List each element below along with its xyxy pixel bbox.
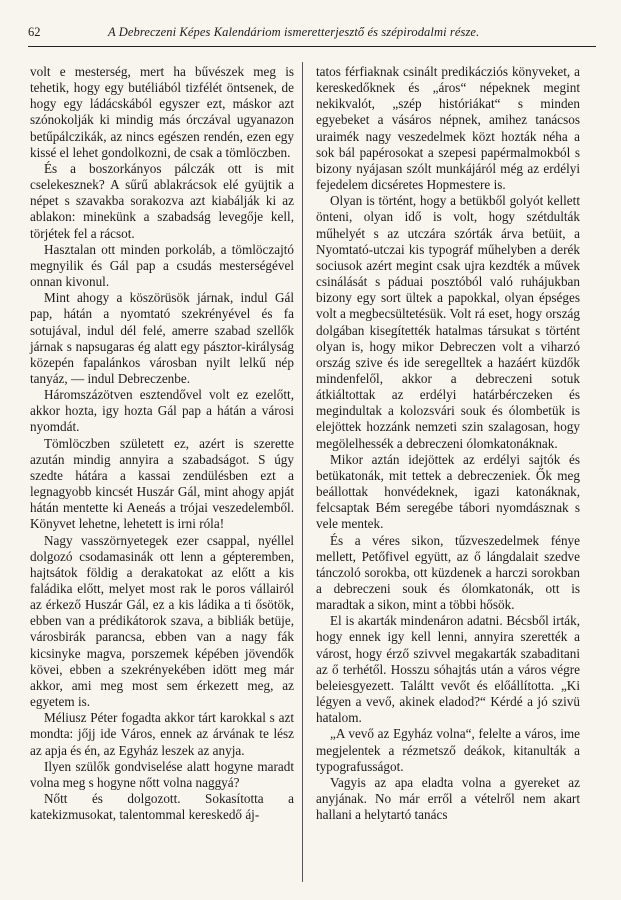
paragraph: Vagyis az apa eladta volna a gyereket az anyjának. No már erről a vételről nem akart hallani a helytartó tanács bbox=[316, 774, 580, 823]
paragraph: Tömlöczben született ez, azért is szerette azután mindig annyira a szabadságot. S úgy szedte hátára a kassai zendülésben ezt a legnagyobb kincsét Huszár Gál, mint ahogy apját hátán mentette ki Aeneás a trójai veszedelemből. Könyvet lehetne, lehetett is irni róla! bbox=[30, 435, 294, 532]
right-column bbox=[316, 64, 580, 823]
paragraph: Nagy vasszörnyetegek ezer csappal, nyéllel dolgozó csodamasinák ott lenn a gépteremben, hajtsátok földig a derakatokat az előtt a kis faládika előtt, melyet most rak le poros vállairól az érkező Huszár Gál, ez a kis ládika a ti ősötök, ebben van a prédikátorok szava, a bibliák betüje, városbirák parancsa, ebben van a nagy fák kicsinyke magva, porszemek képében jövendők kövei, ebben a szekrényekében idött meg már akkor, ami meg most sem érkezett meg, az egyetem is. bbox=[30, 532, 294, 710]
paragraph: tatos férfiaknak csinált predikácziós könyveket, a kereskedőknek és „áros“ népeknek megint nekikvalót, „szép históriákat“ s minden egyebeket a vásáros népnek, amihez tanácsos uraimék nagy veszedelmek közt hozták néha a sok bál papérosokat a szepesi papérmalmokból s bizony nyájasan szólt munkájáról még az erdélyi fejedelem dicséretes Hopmestere is. bbox=[316, 64, 580, 193]
page-number: 62 bbox=[28, 25, 41, 39]
paragraph: Mint ahogy a köszörüsök járnak, indul Gál pap, hátán a nyomtató szekrényével és fa sotujával, indul dél felé, amerre szabad szellők járnak s napsugaras ég alatt egy pásztor-királyság közepén fapalánkos városban nyilt lelkű nép tanyáz, — indul Debreczenbe. bbox=[30, 290, 294, 386]
running-title: A Debreczeni Képes Kalendáriom ismeretterjesztő és szépirodalmi része. bbox=[108, 25, 480, 39]
paragraph: „A vevő az Egyház volna“, felelte a város, ime megjelentek a rézmetsző deákok, kitanulták a typografusságot. bbox=[316, 726, 580, 774]
paragraph: És a véres sikon, tűzveszedelmek fénye mellett, Petőfivel együtt, az ő lángdalait szedve tánczoló sorokba, ott küzdenek a harczi sorokban a debreczeni souk és ólomkatonák, ott is maradtak a sikon, mint a többi hősök. bbox=[316, 532, 580, 613]
paragraph: Háromszázötven esztendővel volt ez ezelőtt, akkor hozta, igy hozta Gál pap a hátán a városi nyomdát. bbox=[30, 387, 294, 435]
page-header bbox=[28, 25, 596, 43]
paragraph: Olyan is történt, hogy a betükből golyót kellett önteni, olyan idő is volt, hogy szétdulták műhelyét s az utczára szórták árva betüit, a Nyomtató-utczai kis typográf műhelyben a derék sociusok azért megint csak ujra kezdték a művek csinálását s páduai posztóból való ruhájukban bizony egy sort ültek a papokkal, olyan épséges volt a megbecsültetésük. Volt rá eset, hogy ország dolgában kisegítették hatalmas társukat s történt olyan is, hogy mikor Debreczen volt a viharzó ország szive és ide seregelltek a hazáért küzdők mindenfelől, akkor a debreczeni sotuk átkiáltottak az erdélyi határbérczeken és megindultak a kolozsvári souk és ólombetük is elejöttek hozzánk nemzeti szin szalagosan, hogy megölelhessék a debreczeni ólomkatonáknak. bbox=[316, 193, 580, 451]
paragraph: Mikor aztán idejöttek az erdélyi sajtók és betükatonák, mit tettek a debreczeniek. Ők meg beállottak honvédeknek, igazi katonáknak, felcsaptak Bém seregébe tábori nyomdásznak s vele mentek. bbox=[316, 451, 580, 532]
paragraph: Nőtt és dolgozott. Sokasította a katekizmusokat, talentommal kereskedő áj- bbox=[30, 791, 294, 823]
column-divider bbox=[302, 62, 303, 882]
paragraph: El is akarták mindenáron adatni. Bécsből irták, hogy ennek igy kell lenni, annyira szerették a várost, hogy érző szivvel megakarták szabaditani az ő terhétől. Hosszu sóhajtás után a város végre beleiesgyezett. Találtt vevőt és előállította. „Ki légyen a vevő, akinek eladod?“ Kérdé a jó szivü hatalom. bbox=[316, 613, 580, 726]
left-column bbox=[30, 64, 294, 823]
paragraph: Ilyen szülők gondviselése alatt hogyne maradt volna meg s hogyne nőtt volna naggyá? bbox=[30, 758, 294, 790]
paragraph: volt e mesterség, mert ha bűvészek meg is tehetik, hogy egy butéliából tizfélét öntsenek, de hogy egy ládácskából egyszer ezt, máskor azt szónokolják ki mindig más órczával ugyanazon betűpálczikák, az nincs egészen rendén, ezen egy kissé el lehet gondolkozni, de csak a tömlöczben. bbox=[30, 64, 294, 160]
paragraph: Méliusz Péter fogadta akkor tárt karokkal s azt mondta: jőjj ide Város, ennek az árvának te lész az apja és én, az Egyház leszek az anyja. bbox=[30, 710, 294, 758]
paragraph: Hasztalan ott minden porkoláb, a tömlöczajtó megnyilik és Gál pap a csudás mesterségével onnan kivonul. bbox=[30, 241, 294, 290]
paragraph: És a boszorkányos pálczák ott is mit cselekesznek? A sűrű ablakrácsok elé gyüjtik a népet s szavakba sorakozva azt kiabálják ki az ablakon: minekünk a szabadság levegője kell, törjétek fel a rácsot. bbox=[30, 160, 294, 241]
header-rule bbox=[28, 46, 596, 47]
